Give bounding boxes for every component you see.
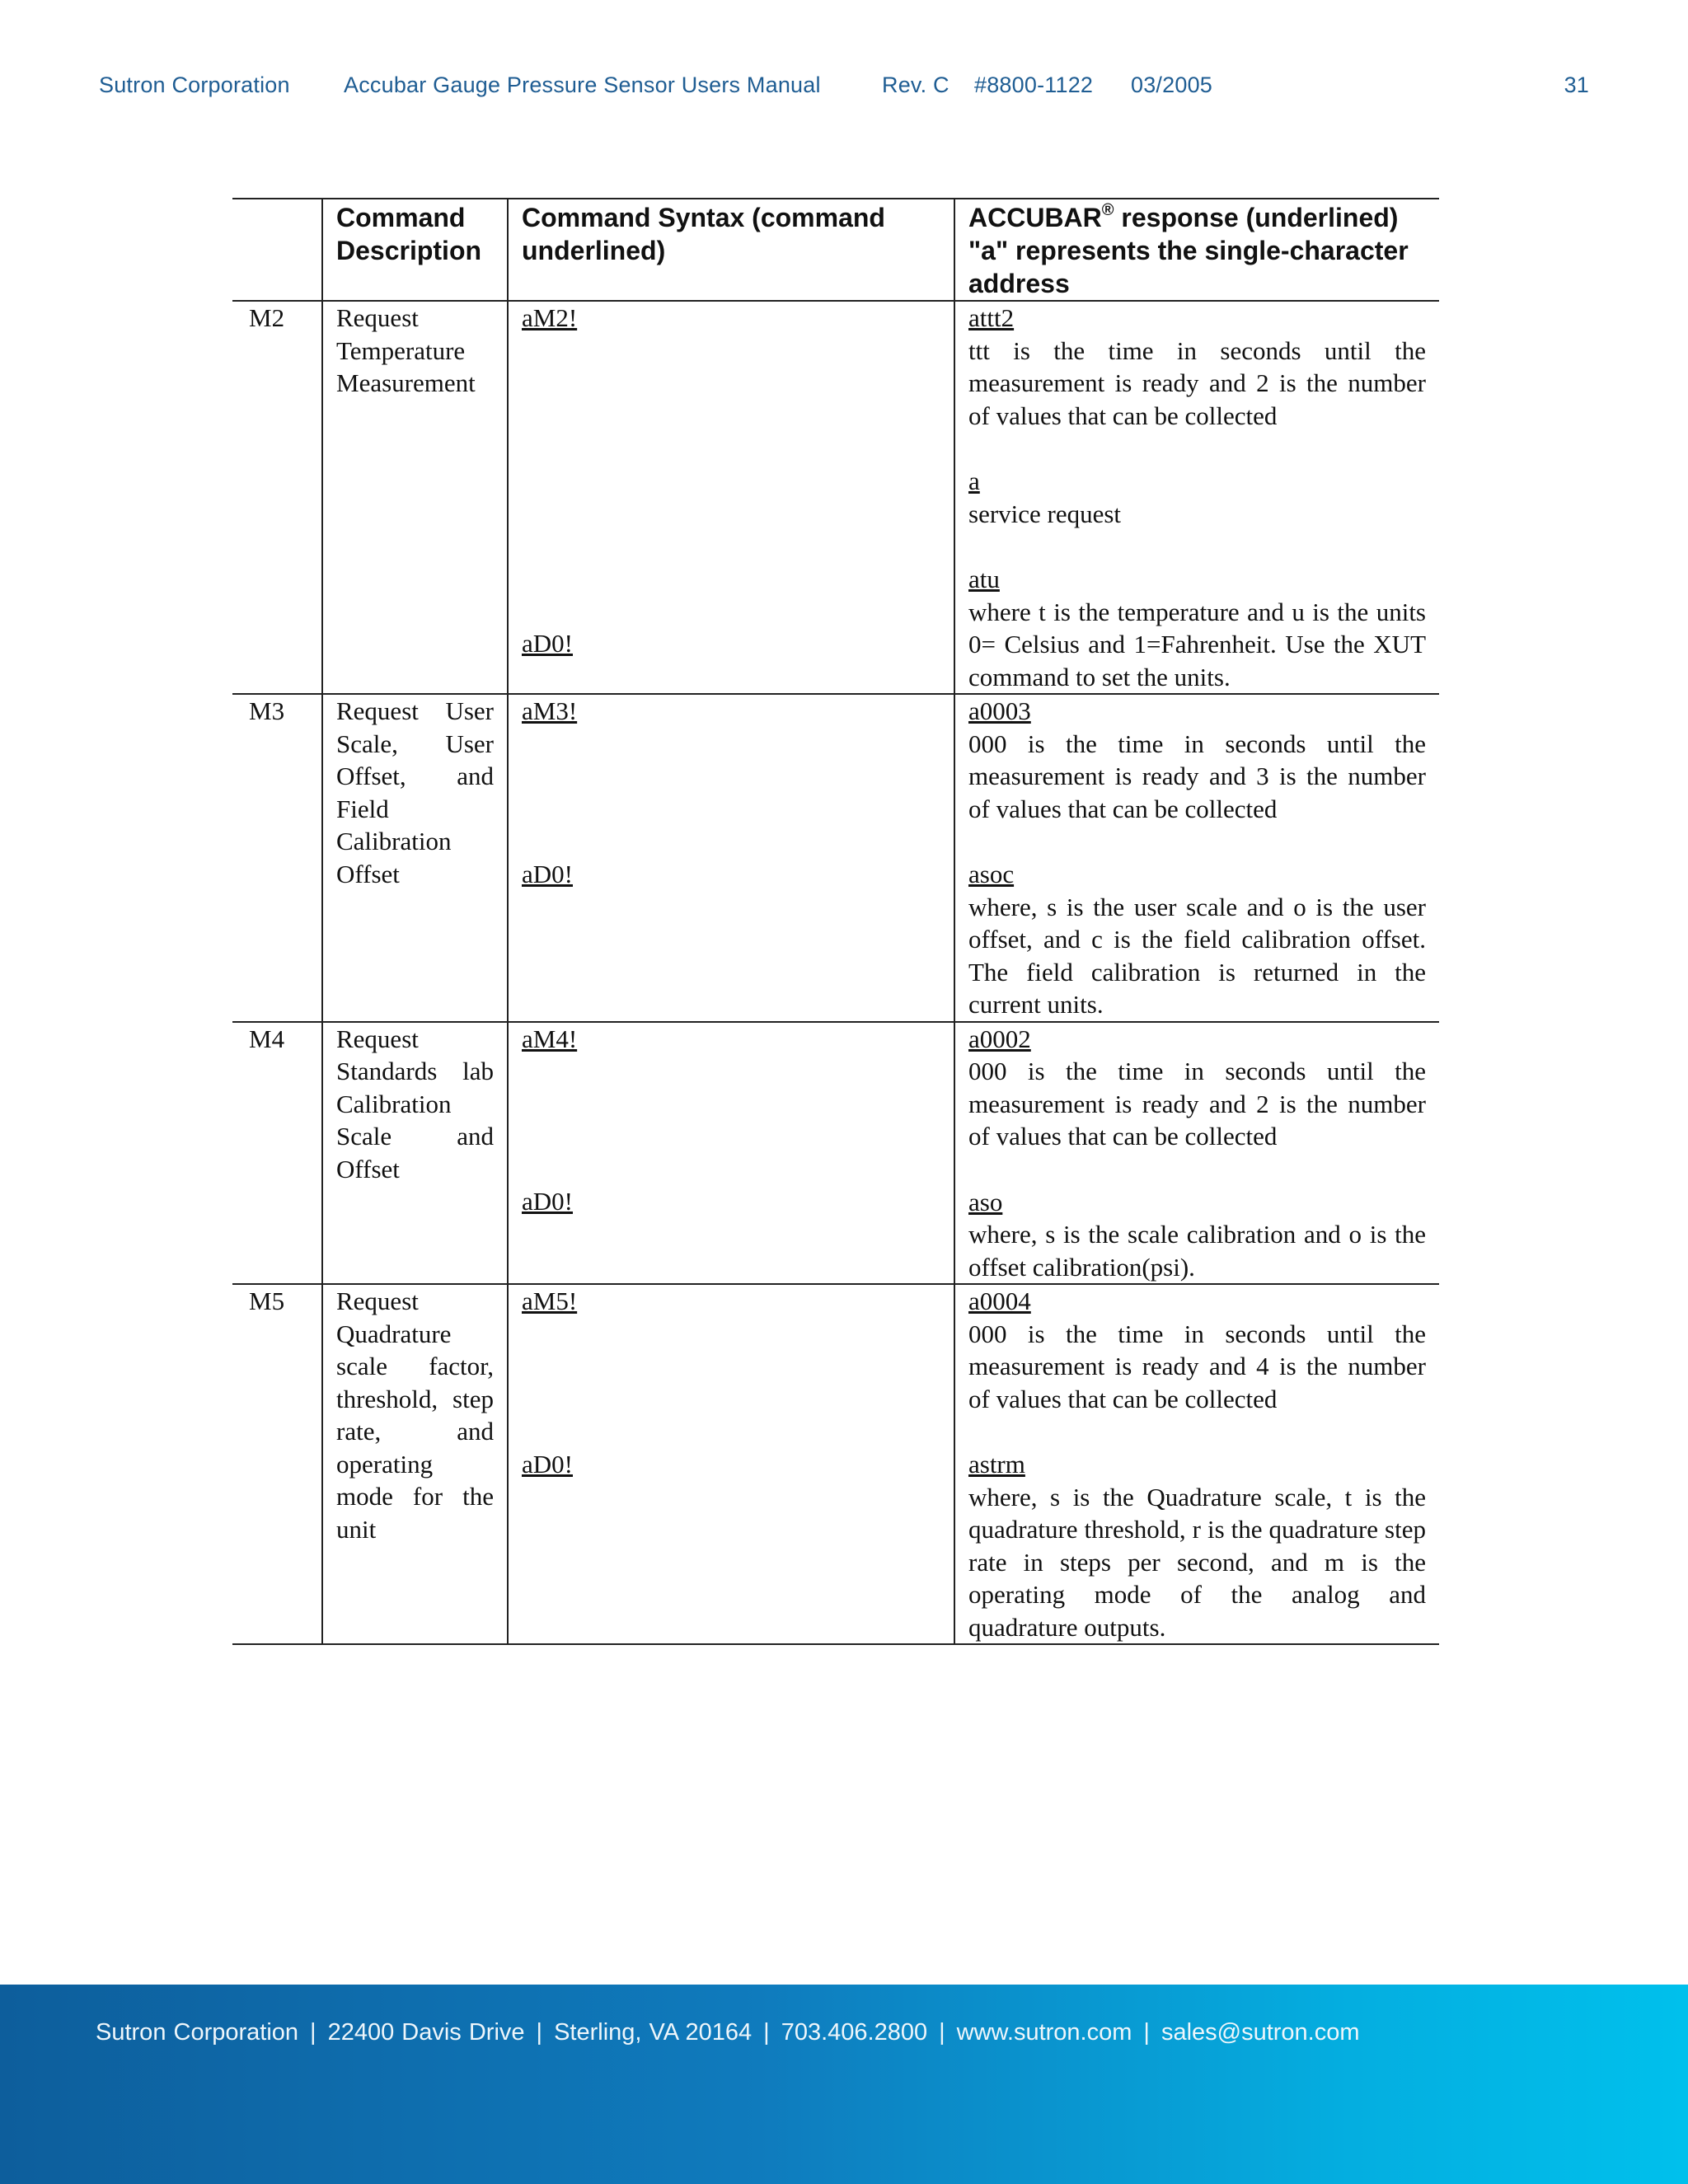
command-description: Request Standards lab Calibration Scale and Offset [322, 1022, 508, 1285]
command-table [232, 198, 1439, 1645]
command-code: aD0! [522, 628, 573, 658]
command-id: M2 [232, 301, 322, 694]
page-header [99, 73, 1589, 105]
header-date: 03/2005 [1131, 73, 1212, 97]
response-text: service request [968, 499, 1122, 528]
footer-separator: | [763, 2019, 770, 2046]
command-syntax-cell [508, 301, 954, 694]
page-footer [0, 1985, 1688, 2184]
header-response-text: response (underlined) "a" represents the single-character address [968, 203, 1409, 298]
response-code: astrm [968, 1450, 1025, 1479]
response-cell [954, 301, 1439, 694]
response-text: ttt is the time in seconds until the measurement is ready and 2 is the number of values that can be collected [968, 335, 1426, 430]
footer-address: 22400 Davis Drive [327, 2019, 525, 2046]
command-id: M4 [232, 1022, 322, 1285]
registered-mark: ® [1101, 201, 1114, 219]
command-code: aD0! [522, 859, 573, 888]
header-cell-id [232, 199, 322, 301]
command-code: aD0! [522, 1449, 573, 1479]
command-code: aD0! [522, 1187, 573, 1216]
command-description: Request Temperature Measurement [322, 301, 508, 694]
command-code: aM3! [522, 696, 578, 725]
command-syntax-cell [508, 1284, 954, 1644]
header-cell-response [954, 199, 1439, 301]
footer-company: Sutron Corporation [96, 2019, 299, 2046]
table-row [232, 1022, 1439, 1285]
footer-separator: | [310, 2019, 316, 2046]
response-code: atu [968, 565, 1000, 593]
response-text: 000 is the time in seconds until the measurement is ready and 3 is the number of values that can be collected [968, 729, 1426, 823]
header-manual-title: Accubar Gauge Pressure Sensor Users Manual [344, 73, 821, 97]
response-text: 000 is the time in seconds until the measurement is ready and 2 is the number of values that can be collected [968, 1057, 1426, 1151]
response-code: asoc [968, 860, 1015, 888]
response-code: attt2 [968, 303, 1015, 332]
response-text: where, s is the user scale and o is the user offset, and c is the field calibration offset. The field calibration is returned in the current units. [968, 892, 1426, 1019]
header-doc-number: #8800-1122 [974, 73, 1094, 97]
header-company: Sutron Corporation [99, 73, 290, 97]
response-code: a0004 [968, 1286, 1031, 1315]
command-description: Request Quadrature scale factor, threshold, step rate, and operating mode for the unit [322, 1284, 508, 1644]
table-row [232, 301, 1439, 694]
command-syntax-cell [508, 1022, 954, 1285]
footer-website-link[interactable]: www.sutron.com [956, 2019, 1132, 2046]
response-text: where t is the temperature and u is the units 0= Celsius and 1=Fahrenheit. Use the XUT command to set the units. [968, 597, 1426, 691]
command-id: M5 [232, 1284, 322, 1644]
footer-separator: | [1143, 2019, 1150, 2046]
response-code: a [968, 466, 980, 495]
header-revision: Rev. C [882, 73, 950, 97]
footer-city: Sterling, VA 20164 [554, 2019, 753, 2046]
response-cell [954, 1022, 1439, 1285]
footer-contact-line [96, 2019, 1360, 2046]
response-text: where, s is the scale calibration and o is the offset calibration(psi). [968, 1220, 1426, 1282]
response-cell [954, 1284, 1439, 1644]
command-id: M3 [232, 694, 322, 1022]
table-row [232, 694, 1439, 1022]
footer-separator: | [939, 2019, 945, 2046]
footer-separator: | [536, 2019, 543, 2046]
footer-email-link[interactable]: sales@sutron.com [1160, 2019, 1360, 2046]
footer-phone: 703.406.2800 [781, 2019, 928, 2046]
table-row [232, 1284, 1439, 1644]
response-code: aso [968, 1187, 1003, 1216]
header-cell-syntax: Command Syntax (command underlined) [508, 199, 954, 301]
response-code: a0002 [968, 1024, 1031, 1053]
response-cell [954, 694, 1439, 1022]
page-number: 31 [1564, 73, 1589, 97]
response-text: 000 is the time in seconds until the measurement is ready and 4 is the number of values that can be collected [968, 1319, 1426, 1413]
command-code: aM2! [522, 303, 578, 332]
table-header-row [232, 199, 1439, 301]
command-code: aM4! [522, 1024, 578, 1053]
response-code: a0003 [968, 696, 1031, 725]
response-text: where, s is the Quadrature scale, t is the quadrature threshold, r is the quadrature step rate in steps per second, and m is the operating mode of the analog and quadrature outputs. [968, 1482, 1426, 1642]
command-syntax-cell [508, 694, 954, 1022]
header-response-brand: ACCUBAR [968, 203, 1102, 232]
header-cell-description: Command Description [322, 199, 508, 301]
command-code: aM5! [522, 1286, 578, 1315]
command-description: Request User Scale, User Offset, and Field Calibration Offset [322, 694, 508, 1022]
